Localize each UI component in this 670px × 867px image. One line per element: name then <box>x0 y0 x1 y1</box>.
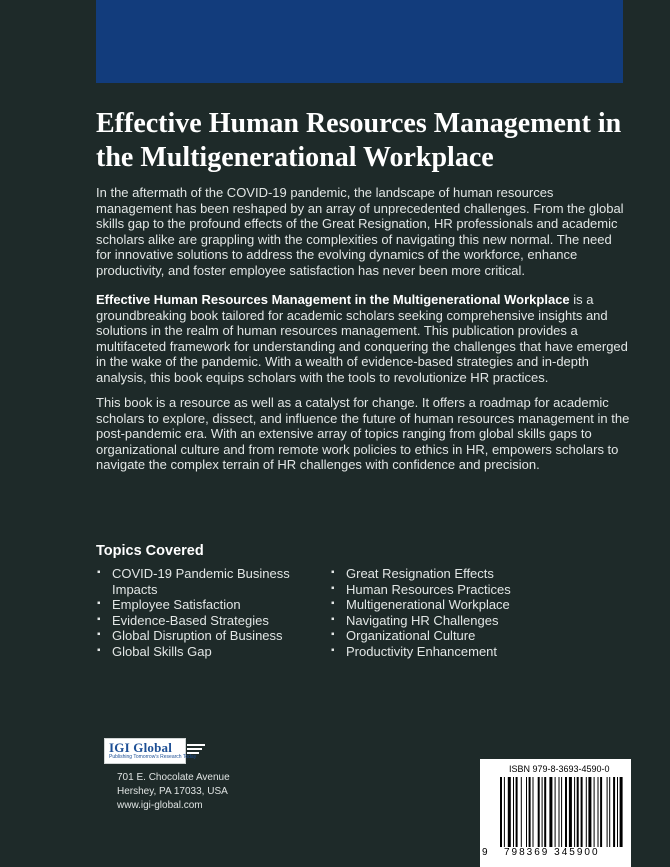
topic-item: ▪ Global Skills Gap <box>96 644 296 660</box>
cover-top-band <box>96 0 623 83</box>
topic-item: ▪ Employee Satisfaction <box>96 597 296 613</box>
description-paragraph-3: This book is a resource as well as a catalyst for change. It offers a roadmap for academic scholars to explore, dissect, and influence the future of human resources management in the post-pandemic era. With an extensive array of topics ranging from global skills gaps to organizational culture and from remote work policies to ethics in HR, empowers scholars to navigate the complex terrain of HR challenges with confidence and precision. <box>96 395 630 473</box>
paragraph-book-title: Effective Human Resources Management in the Multigenerational Workplace <box>96 292 570 307</box>
topic-item: ▪ Multigenerational Workplace <box>330 597 560 613</box>
address-line-2: Hershey, PA 17033, USA <box>117 786 228 797</box>
topics-list-left <box>96 566 296 660</box>
topics-list-right <box>330 566 560 660</box>
logo-box <box>104 738 197 764</box>
description-paragraph-2 <box>96 292 630 386</box>
logo-tagline: Publishing Tomorrow's Research Today <box>109 754 197 760</box>
topic-item: ▪ Navigating HR Challenges <box>330 613 560 629</box>
paragraph-2-text: is a groundbreaking book tailored for academic scholars seeking comprehensive insights and solutions in the realm of human resources management. This publication provides a multifaceted framework for understanding and conquering the challenges that have emerged in the wake of the pandemic. With a wealth of evidence-based strategies and in-depth analysis, this book equips scholars with the tools to revolutionize HR practices. <box>96 292 628 385</box>
topic-item: ▪ Global Disruption of Business <box>96 628 296 644</box>
isbn-barcode-box <box>480 759 631 867</box>
topic-item: ▪ Productivity Enhancement <box>330 644 560 660</box>
publisher-website: www.igi-global.com <box>117 800 203 811</box>
publisher-address <box>117 771 230 813</box>
topic-item: ▪ Great Resignation Effects <box>330 566 560 582</box>
barcode-number: 798369 345900 <box>504 847 600 858</box>
description-paragraph-1: In the aftermath of the COVID-19 pandemic, the landscape of human resources management has been reshaped by an array of unprecedented challenges. From the global skills gap to the profound effects of the Great Resignation, HR professionals and academic scholars alike are grappling with the complexities of navigating this new normal. The need for innovative solutions to address the evolving dynamics of the workforce, enhance productivity, and foster employee satisfaction has never been more critical. <box>96 185 624 278</box>
logo-name: IGI Global <box>109 740 173 755</box>
topic-item: ▪ Human Resources Practices <box>330 582 560 598</box>
barcode-lead-digit: 9 <box>482 847 489 858</box>
isbn-label: ISBN 979-8-3693-4590-0 <box>509 764 610 774</box>
topic-item: ▪ COVID-19 Pandemic Business Impacts <box>96 566 296 597</box>
logo-stripes-icon <box>187 743 207 757</box>
address-line-1: 701 E. Chocolate Avenue <box>117 772 230 783</box>
topic-item: ▪ Organizational Culture <box>330 628 560 644</box>
book-title: Effective Human Resources Management in the Multigenerational Workplace <box>96 108 622 173</box>
barcode-icon <box>482 777 629 849</box>
publisher-logo <box>104 738 210 764</box>
topics-heading: Topics Covered <box>96 543 204 559</box>
topic-item: ▪ Evidence-Based Strategies <box>96 613 296 629</box>
